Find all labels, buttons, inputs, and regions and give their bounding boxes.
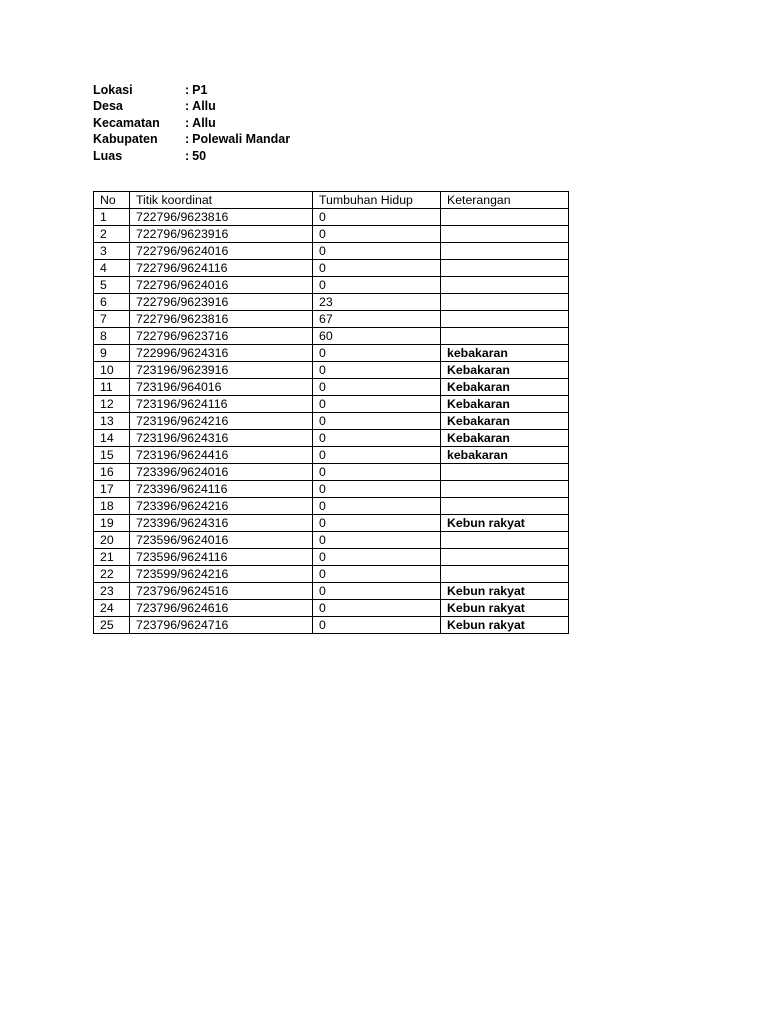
table-row [94,447,569,464]
cell-keterangan [441,243,569,260]
cell-keterangan: Kebun rakyat [441,617,569,634]
cell-keterangan: Kebun rakyat [441,515,569,532]
cell-keterangan [441,209,569,226]
cell-tumbuhan-hidup: 0 [313,498,441,515]
table-row [94,277,569,294]
cell-titik-koordinat: 723396/9624216 [130,498,313,515]
cell-tumbuhan-hidup: 0 [313,345,441,362]
cell-keterangan [441,549,569,566]
table-body [94,209,569,634]
cell-tumbuhan-hidup: 0 [313,277,441,294]
info-row-lokasi [93,82,290,98]
cell-keterangan [441,498,569,515]
cell-tumbuhan-hidup: 0 [313,379,441,396]
info-row-kabupaten [93,131,290,147]
cell-no: 2 [94,226,130,243]
info-separator: : [185,99,190,114]
cell-no: 12 [94,396,130,413]
table-row [94,515,569,532]
cell-no: 10 [94,362,130,379]
cell-tumbuhan-hidup: 23 [313,294,441,311]
cell-titik-koordinat: 723196/9624316 [130,430,313,447]
cell-tumbuhan-hidup: 0 [313,600,441,617]
header-tumbuhan-hidup: Tumbuhan Hidup [313,192,441,209]
info-separator: : [185,132,190,147]
info-row-desa [93,98,290,114]
table-row [94,532,569,549]
table-row [94,311,569,328]
cell-titik-koordinat: 723596/9624116 [130,549,313,566]
cell-keterangan [441,260,569,277]
info-value: P1 [192,83,208,97]
cell-keterangan [441,481,569,498]
cell-tumbuhan-hidup: 0 [313,413,441,430]
cell-keterangan: Kebakaran [441,413,569,430]
coordinates-table [93,191,569,634]
cell-keterangan: Kebakaran [441,396,569,413]
cell-titik-koordinat: 722996/9624316 [130,345,313,362]
cell-no: 16 [94,464,130,481]
cell-tumbuhan-hidup: 0 [313,617,441,634]
info-row-kecamatan [93,115,290,131]
cell-titik-koordinat: 723796/9624616 [130,600,313,617]
cell-keterangan [441,532,569,549]
cell-no: 15 [94,447,130,464]
cell-keterangan: kebakaran [441,345,569,362]
cell-no: 11 [94,379,130,396]
cell-tumbuhan-hidup: 0 [313,243,441,260]
header-titik-koordinat: Titik koordinat [130,192,313,209]
cell-tumbuhan-hidup: 0 [313,226,441,243]
table-row [94,566,569,583]
cell-no: 23 [94,583,130,600]
info-separator: : [185,83,190,97]
cell-tumbuhan-hidup: 0 [313,583,441,600]
info-value: Allu [192,115,216,130]
info-row-luas [93,148,290,164]
cell-tumbuhan-hidup: 0 [313,515,441,532]
cell-keterangan [441,464,569,481]
cell-keterangan [441,277,569,294]
cell-tumbuhan-hidup: 0 [313,260,441,277]
cell-no: 21 [94,549,130,566]
info-label: Lokasi [93,83,133,97]
cell-titik-koordinat: 722796/9623816 [130,209,313,226]
header-no: No [94,192,130,209]
cell-no: 22 [94,566,130,583]
info-value: 50 [192,148,207,163]
cell-no: 24 [94,600,130,617]
cell-keterangan: Kebakaran [441,362,569,379]
table-row [94,328,569,345]
cell-titik-koordinat: 723196/9623916 [130,362,313,379]
cell-no: 18 [94,498,130,515]
cell-titik-koordinat: 723396/9624016 [130,464,313,481]
info-label: Luas [93,148,123,163]
cell-no: 7 [94,311,130,328]
cell-keterangan [441,226,569,243]
cell-tumbuhan-hidup: 0 [313,481,441,498]
cell-titik-koordinat: 723396/9624316 [130,515,313,532]
cell-no: 3 [94,243,130,260]
info-label: Kabupaten [93,132,158,147]
table-row [94,243,569,260]
cell-keterangan [441,566,569,583]
cell-tumbuhan-hidup: 0 [313,396,441,413]
cell-tumbuhan-hidup: 0 [313,209,441,226]
info-separator: : [185,148,190,163]
table-row [94,396,569,413]
cell-tumbuhan-hidup: 0 [313,447,441,464]
table-row [94,617,569,634]
table-row [94,600,569,617]
cell-titik-koordinat: 722796/9624116 [130,260,313,277]
location-info [93,82,290,164]
cell-no: 14 [94,430,130,447]
cell-titik-koordinat: 723796/9624516 [130,583,313,600]
cell-titik-koordinat: 723196/9624216 [130,413,313,430]
cell-titik-koordinat: 723196/9624116 [130,396,313,413]
cell-titik-koordinat: 723196/9624416 [130,447,313,464]
cell-titik-koordinat: 723196/964016 [130,379,313,396]
cell-titik-koordinat: 723396/9624116 [130,481,313,498]
cell-no: 6 [94,294,130,311]
table-row [94,226,569,243]
cell-no: 20 [94,532,130,549]
cell-no: 9 [94,345,130,362]
cell-keterangan: Kebakaran [441,379,569,396]
info-value: Polewali Mandar [192,132,291,147]
cell-keterangan: Kebun rakyat [441,600,569,617]
cell-titik-koordinat: 722796/9623716 [130,328,313,345]
table-row [94,294,569,311]
cell-tumbuhan-hidup: 0 [313,532,441,549]
cell-titik-koordinat: 723596/9624016 [130,532,313,549]
cell-keterangan: kebakaran [441,447,569,464]
table-header-row [94,192,569,209]
table-row [94,260,569,277]
table-row [94,362,569,379]
info-label: Kecamatan [93,115,160,130]
info-value: Allu [192,99,216,114]
cell-tumbuhan-hidup: 0 [313,362,441,379]
table-row [94,481,569,498]
cell-keterangan [441,311,569,328]
cell-no: 8 [94,328,130,345]
cell-no: 25 [94,617,130,634]
cell-tumbuhan-hidup: 67 [313,311,441,328]
cell-titik-koordinat: 722796/9624016 [130,243,313,260]
table-row [94,464,569,481]
cell-titik-koordinat: 722796/9624016 [130,277,313,294]
cell-tumbuhan-hidup: 0 [313,464,441,481]
table-row [94,413,569,430]
header-keterangan: Keterangan [441,192,569,209]
info-label: Desa [93,99,123,114]
table-row [94,345,569,362]
table-row [94,583,569,600]
cell-titik-koordinat: 722796/9623816 [130,311,313,328]
cell-titik-koordinat: 722796/9623916 [130,294,313,311]
info-separator: : [185,115,190,130]
cell-no: 5 [94,277,130,294]
table-row [94,498,569,515]
cell-keterangan [441,294,569,311]
cell-keterangan: Kebun rakyat [441,583,569,600]
cell-no: 1 [94,209,130,226]
cell-no: 13 [94,413,130,430]
cell-tumbuhan-hidup: 0 [313,566,441,583]
table-row [94,379,569,396]
cell-no: 4 [94,260,130,277]
cell-no: 17 [94,481,130,498]
table-row [94,430,569,447]
cell-tumbuhan-hidup: 60 [313,328,441,345]
cell-no: 19 [94,515,130,532]
table-row [94,209,569,226]
cell-titik-koordinat: 723599/9624216 [130,566,313,583]
cell-titik-koordinat: 722796/9623916 [130,226,313,243]
cell-tumbuhan-hidup: 0 [313,549,441,566]
cell-tumbuhan-hidup: 0 [313,430,441,447]
cell-keterangan [441,328,569,345]
table-row [94,549,569,566]
cell-keterangan: Kebakaran [441,430,569,447]
cell-titik-koordinat: 723796/9624716 [130,617,313,634]
